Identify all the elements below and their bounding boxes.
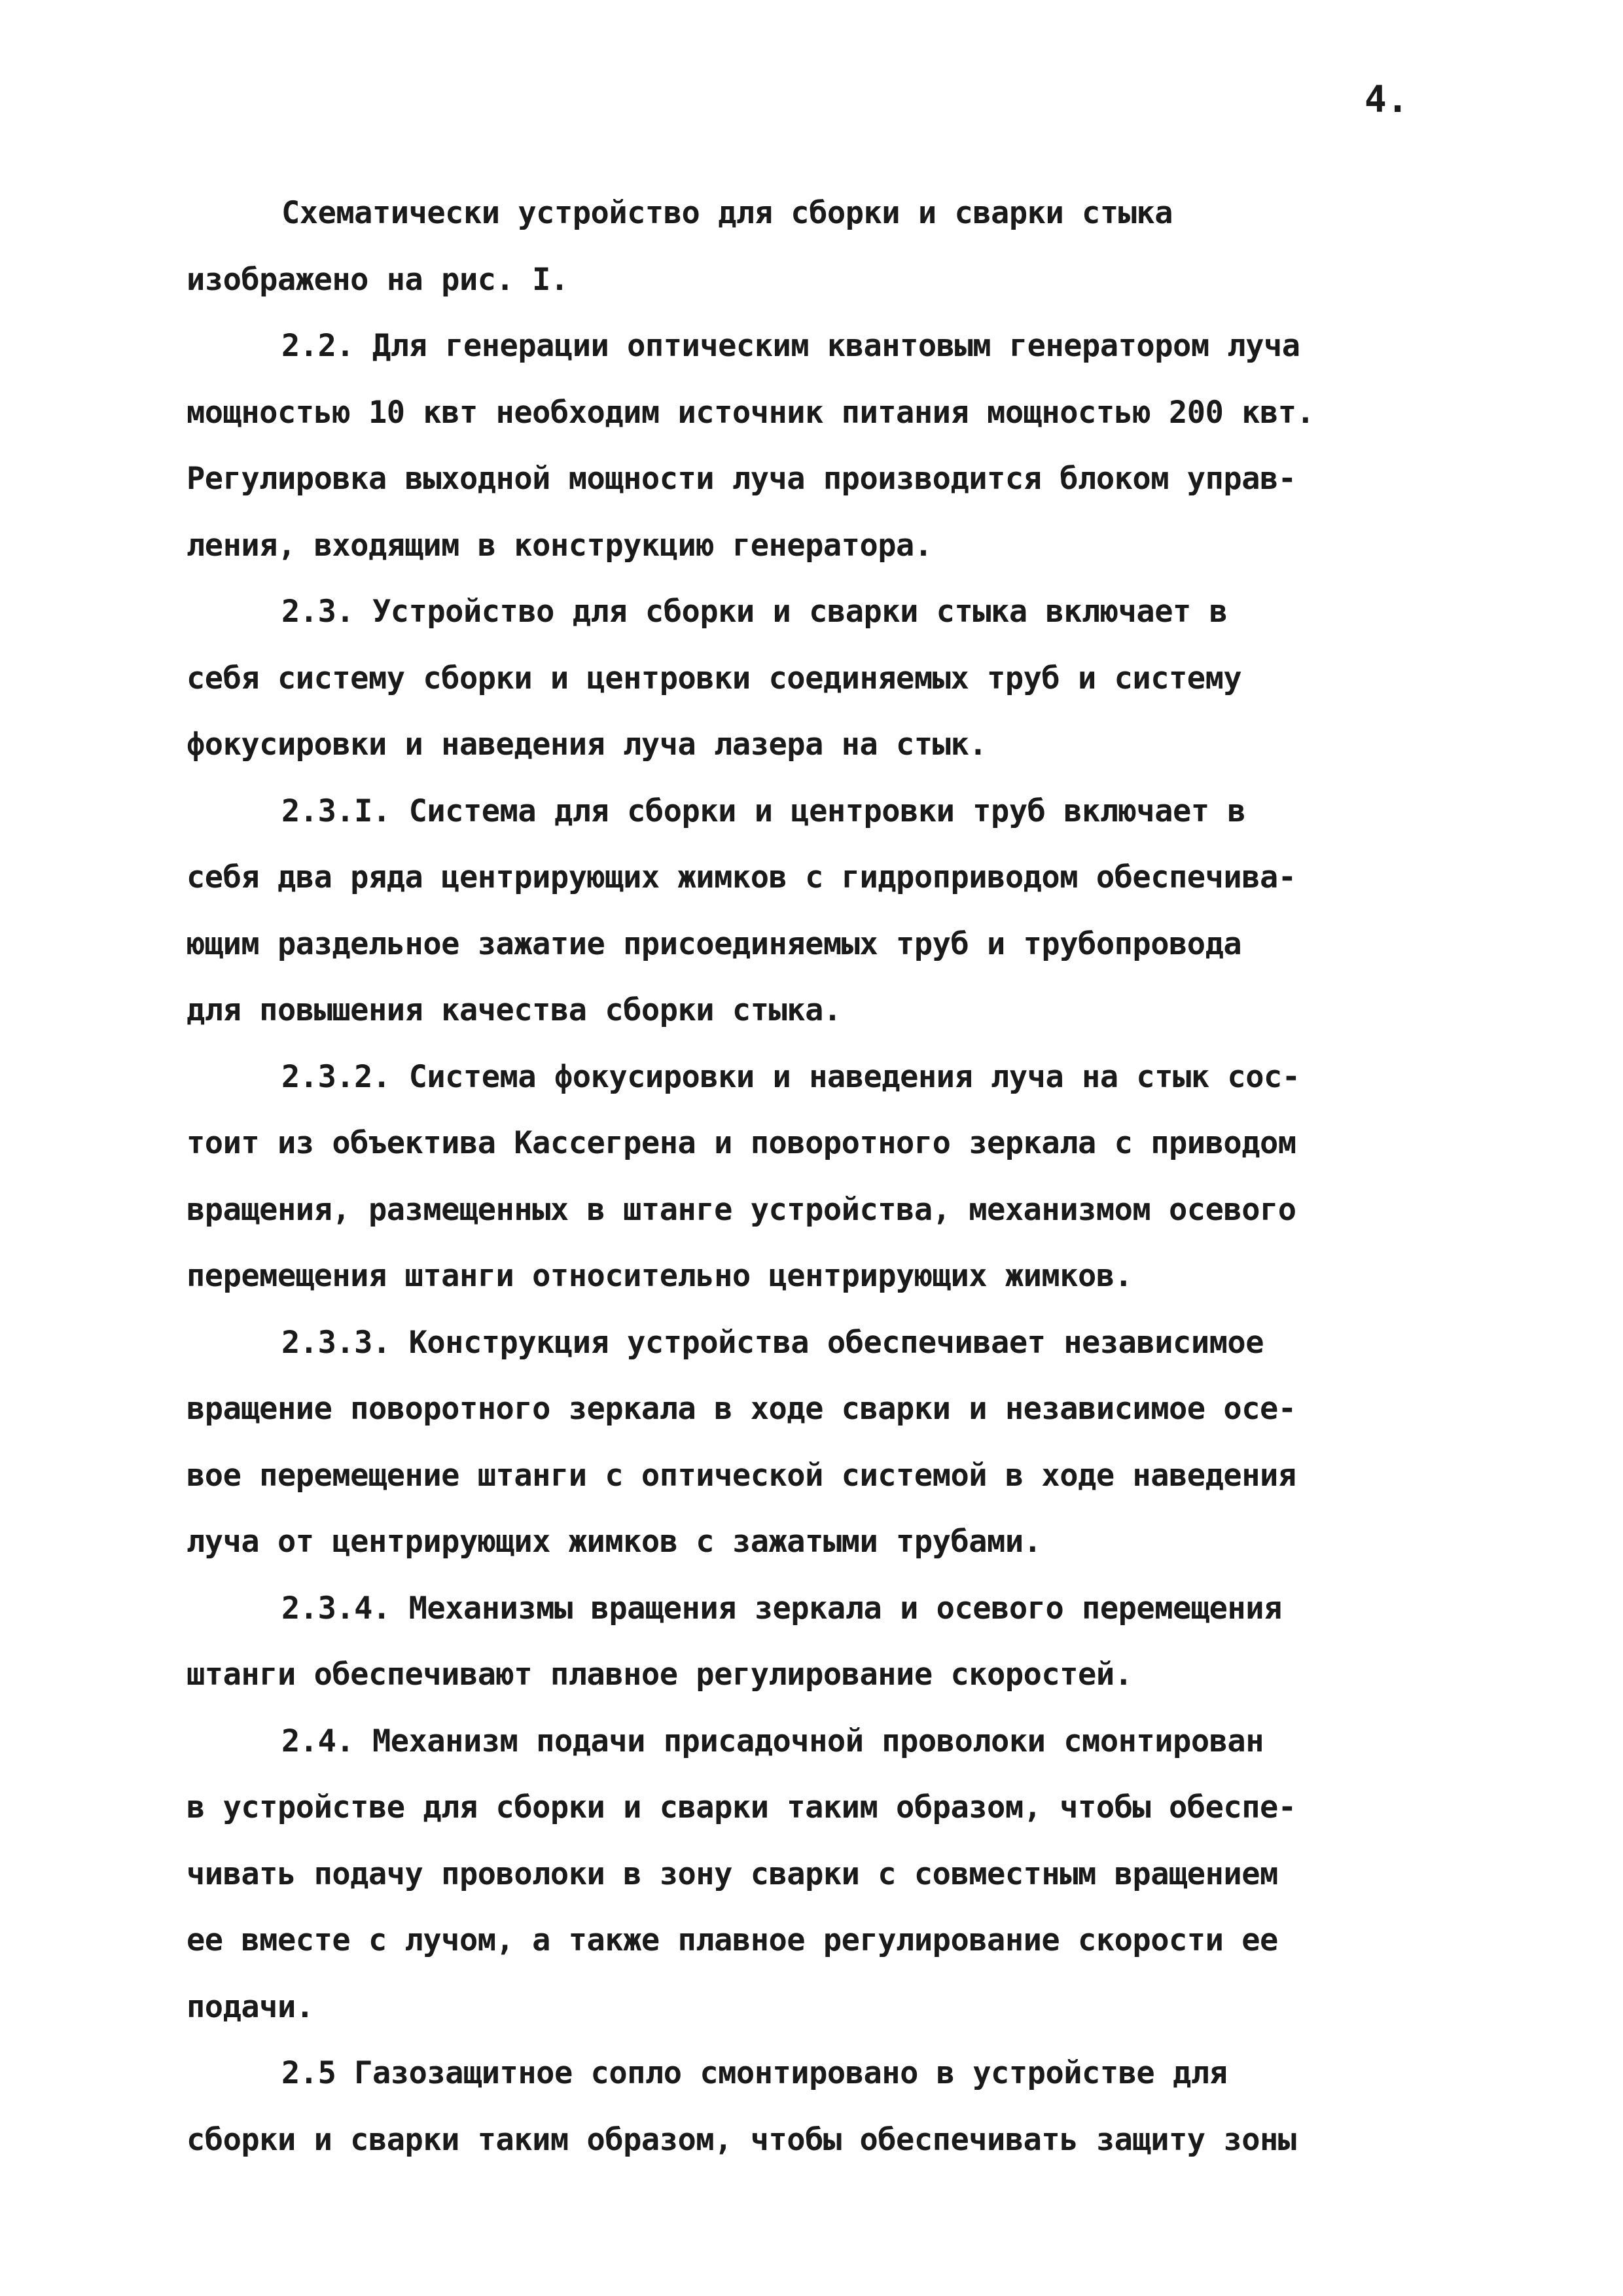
text-line: мощностью 10 квт необходим источник питания мощностью 200 квт. xyxy=(187,394,1315,431)
text-line: вое перемещение штанги с оптической системой в ходе наведения xyxy=(187,1457,1296,1494)
text-line: сборки и сварки таким образом, чтобы обеспечивать защиту зоны xyxy=(187,2121,1296,2158)
text-line: себя два ряда центрирующих жимков с гидроприводом обеспечива- xyxy=(187,859,1296,895)
text-line: 2.3.2. Система фокусировки и наведения луча на стык сос- xyxy=(281,1058,1300,1095)
text-line: вращения, размещенных в штанге устройства, механизмом осевого xyxy=(187,1191,1296,1228)
text-line: ющим раздельное зажатие присоединяемых труб и трубопровода xyxy=(187,925,1242,962)
text-line: Схематически устройство для сборки и сварки стыка xyxy=(281,195,1173,231)
page-number: 4. xyxy=(1364,79,1409,121)
text-line: для повышения качества сборки стыка. xyxy=(187,992,842,1028)
text-line: ее вместе с лучом, а также плавное регулирование скорости ее xyxy=(187,1922,1278,1958)
text-line: себя систему сборки и центровки соединяемых труб и систему xyxy=(187,660,1242,696)
text-line: чивать подачу проволоки в зону сварки с совместным вращением xyxy=(187,1856,1278,1892)
text-line: 2.3.I. Система для сборки и центровки труб включает в xyxy=(281,793,1246,829)
text-line: Регулировка выходной мощности луча производится блоком управ- xyxy=(187,461,1296,497)
text-line: перемещения штанги относительно центрирующих жимков. xyxy=(187,1258,1133,1294)
text-line: тоит из объектива Кассегрена и поворотного зеркала с приводом xyxy=(187,1125,1296,1161)
text-line: ления, входящим в конструкцию генератора. xyxy=(187,527,933,564)
text-line: подачи. xyxy=(187,1988,314,2025)
text-line: 2.5 Газозащитное сопло смонтировано в устройстве для xyxy=(281,2055,1228,2091)
text-line: 2.3.3. Конструкция устройства обеспечивает независимое xyxy=(281,1324,1264,1361)
text-line: 2.4. Механизм подачи присадочной проволоки смонтирован xyxy=(281,1723,1264,1759)
text-line: 2.3. Устройство для сборки и сварки стыка включает в xyxy=(281,594,1228,630)
text-line: 2.2. Для генерации оптическим квантовым генератором луча xyxy=(281,328,1300,364)
text-line: 2.3.4. Механизмы вращения зеркала и осевого перемещения xyxy=(281,1590,1282,1626)
text-line: вращение поворотного зеркала в ходе сварки и независимое осе- xyxy=(187,1391,1296,1427)
text-line: изображено на рис. I. xyxy=(187,261,569,298)
body-text xyxy=(187,180,1436,2173)
text-line: фокусировки и наведения луча лазера на стык. xyxy=(187,726,988,762)
text-line: луча от центрирующих жимков с зажатыми трубами. xyxy=(187,1524,1042,1560)
text-line: штанги обеспечивают плавное регулирование скоростей. xyxy=(187,1657,1133,1693)
text-line: в устройстве для сборки и сварки таким образом, чтобы обеспе- xyxy=(187,1789,1296,1825)
